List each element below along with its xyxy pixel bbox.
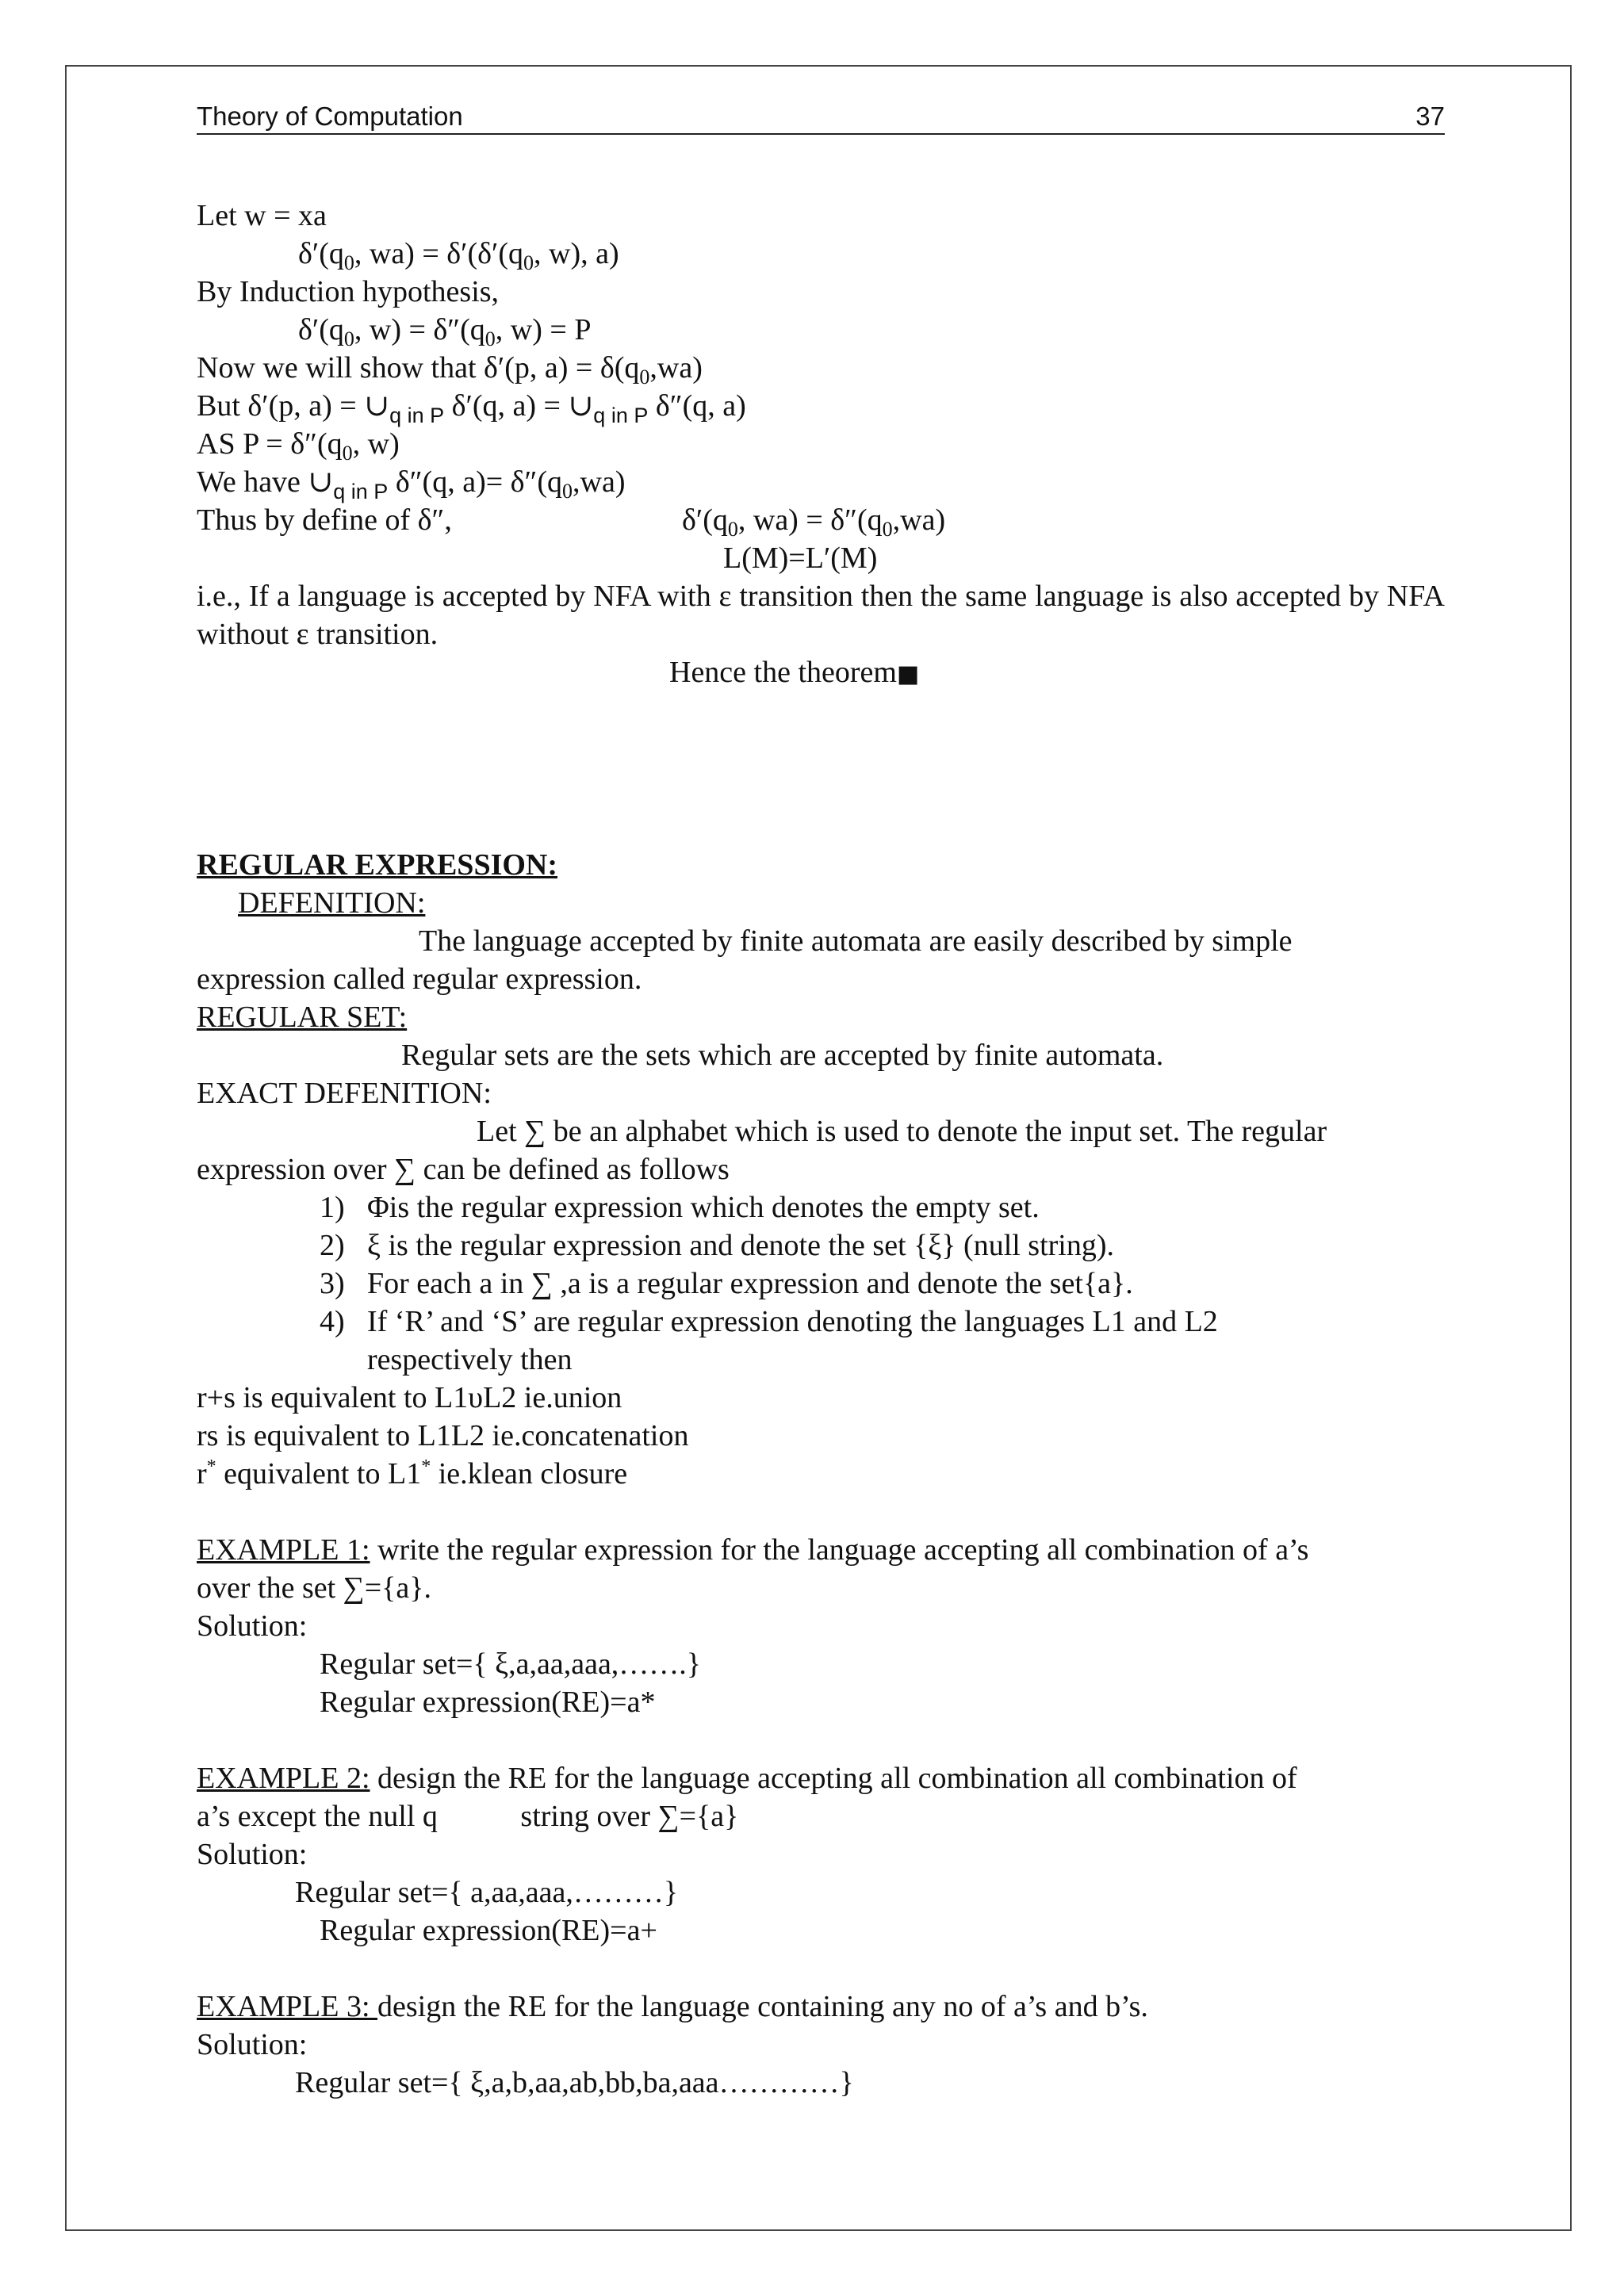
list-item-continuation: respectively then (367, 1343, 573, 1376)
example-2-line-1: EXAMPLE 2: design the RE for the language accepting all combination all combination of (197, 1762, 1297, 1795)
regular-set-label: REGULAR SET: (197, 1001, 408, 1034)
proof-line-4: $\delta'(q_0$, $w) = \delta''(q_0$, w) = P (298, 313, 592, 350)
example-1-solution: Solution: (197, 1609, 308, 1643)
example-3-solution: Solution: (197, 2028, 308, 2061)
definition-label-line (197, 884, 1445, 922)
exact-definition-text-2: expression over ∑ can be defined as follows (197, 1153, 730, 1186)
proof-line-6: But δ′(p, $a) = \cup_{q in P}$ δ′(q, $a) = \cup_{q in P}$ δ″(q, a) (197, 389, 746, 427)
definition-label: DEFENITION: (238, 886, 426, 920)
example-2-label: EXAMPLE 2: (197, 1762, 370, 1795)
page-header (197, 98, 1445, 135)
example-3-label: EXAMPLE 3: (197, 1990, 377, 2023)
proof-line-5: Now we will show that δ′(p, $a) = \delta(q_0,wa)$ (197, 351, 703, 388)
header-title: Theory of Computation (197, 101, 463, 131)
proof-line-3: By Induction hypothesis, (197, 275, 500, 308)
example-2-solution: Solution: (197, 1838, 308, 1871)
concatenation-rule: rs is equivalent to L1L2 ie.concatenation (197, 1419, 689, 1452)
example-1-set: Regular set={ ξ,a,aa,aaa,…….} (320, 1647, 702, 1681)
example-1-label: EXAMPLE 1: (197, 1533, 370, 1567)
list-item: 4) If ‘R’ and ‘S’ are regular expression denoting the languages L1 and L2 (320, 1305, 1218, 1338)
example-2-line-2: a’s except the null q string over ∑={a} (197, 1800, 739, 1833)
definition-text-1: The language accepted by finite automata are easily described by simple (419, 924, 1293, 958)
list-item: 3) For each a in ∑ ,a is a regular expression and denote the set{a}. (320, 1267, 1133, 1300)
example-3-line-1: EXAMPLE 3: design the RE for the language containing any no of a’s and b’s. (197, 1990, 1148, 2023)
example-1-re: Regular expression(RE)=a* (320, 1686, 656, 1719)
page-content (197, 197, 1445, 2102)
example-2-re: Regular expression(RE)=a+ (320, 1914, 657, 1947)
page-number: 37 (1415, 101, 1445, 131)
proof-line-9: Thus by define of δ″, $\delta'(q_0$, $wa) = \delta''(q_0,wa)$ (197, 503, 946, 541)
regular-set-label-line (197, 998, 1445, 1036)
end-of-proof-square: ■ (896, 660, 920, 688)
exact-definition-label: EXACT DEFENITION: (197, 1077, 492, 1110)
proof-conclusion: i.e., If a language is accepted by NFA with ε transition then the same language is also accepted by NFA without ε transition. (197, 580, 1445, 651)
example-1-line-1: EXAMPLE 1: write the regular expression for the language accepting all combination of a’s (197, 1533, 1309, 1567)
section-heading: REGULAR EXPRESSION: (197, 848, 558, 882)
exact-definition-text-1: Let ∑ be an alphabet which is used to denote the input set. The regular (477, 1115, 1327, 1148)
proof-line-1: Let w = xa (197, 199, 327, 232)
example-2-set: Regular set={ a,aa,aaa,………} (295, 1876, 679, 1909)
example-1-line-2: over the set ∑={a}. (197, 1571, 432, 1605)
proof-line-10: L(M)=L′(M) (723, 541, 878, 575)
list-item: 2) ξ is the regular expression and denote the set {ξ} (null string). (320, 1229, 1115, 1262)
kleene-rule: r* equivalent to L1* ie.klean closure (197, 1456, 628, 1490)
example-3-set: Regular set={ ξ,a,b,aa,ab,bb,ba,aaa…………} (295, 2066, 854, 2099)
list-item: 1) Φis the regular expression which denotes the empty set. (320, 1191, 1040, 1224)
definition-text-2: expression called regular expression. (197, 962, 642, 996)
proof-line-2: $\delta'(q_0$, $wa) = \delta'(\delta'(q_0$, w), a) (298, 237, 619, 274)
regular-set-text: Regular sets are the sets which are accepted by finite automata. (401, 1039, 1164, 1072)
proof-line-8: We have $\cup_{q in P}$ δ″(q, $a)= \delta''(q_0,wa)$ (197, 465, 626, 503)
theorem-line: Hence the theorem■ (669, 656, 920, 689)
union-rule: r+s is equivalent to L1υL2 ie.union (197, 1381, 622, 1414)
proof-line-7: AS $P = \delta''(q_0$, w) (197, 427, 400, 465)
